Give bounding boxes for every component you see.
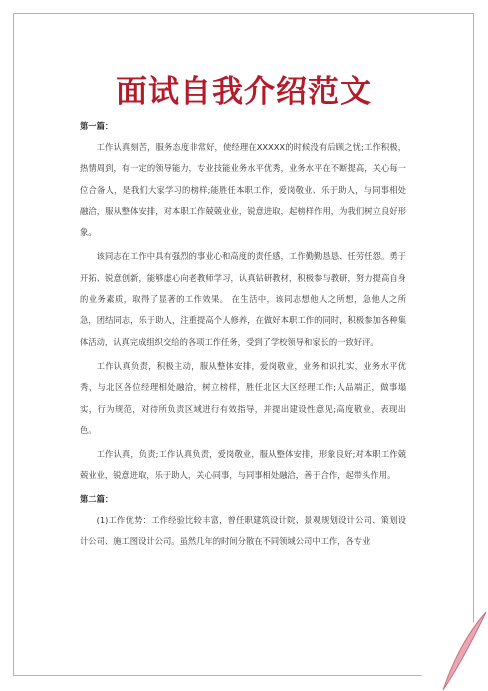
paragraph-3: 工作认真负责，积极主动，服从整体安排，爱岗敬业，业务和识扎实，业务水平优秀，与北区各位经理相处融洽，树立榜样，胜任北区大区经理工作;人品端正，做事塌实，行为规范，对待所负责区域进行有效指导，并提出建设性意见;高度敬业，表现出色。 (80, 360, 406, 435)
section-heading-1: 第一篇： (80, 121, 114, 131)
paragraph-1: 工作认真刻苦，服务态度非常好，使经理在XXXXX的时候没有后顾之忧;工作积极，热情周到，有一定的领导能力，专业技能业务水平优秀，业务水平在不断提高，关心每一位合备人，是我们大家学习的榜样;能胜任本职工作，爱岗敬业、乐于助人，与同事相处融洽，服从整体安排，对本职工作兢兢业业，锐意进取，起榜样作用，为我们树立良好形象。 (80, 142, 406, 238)
section-heading-2: 第二篇： (80, 493, 114, 504)
paragraph-5: (1)工作优势：工作经验比较丰富，曾任职建筑设计院、景观规划设计公司、策划设计公司、施工图设计公司。虽然几年的时间分散在不同领域公司中工作，各专业 (80, 514, 406, 547)
document-body (80, 117, 406, 555)
paragraph-4: 工作认真，负责;工作认真负责，爱岗敬业，服从整体安排，形象良好;对本职工作兢兢业业，锐意进取，乐于助人，关心同事，与同事相处融洽，善于合作，起带头作用。 (80, 449, 406, 481)
document-title: 面试自我介绍范文 (116, 74, 372, 110)
paragraph-2: 该同志在工作中具有强烈的事业心和高度的责任感，工作勤勤恳恳、任劳任怨。勇于开拓、锐意创新，能够虚心向老教师学习，认真钻研教材，积极参与教研，努力提高自身的业务素质，取得了显著的工作效果。 在生活中，该同志想他人之所想，急他人之所急，团结同志，乐于助人，注重提高个人修养，在做好本职工作的同时，积极参加各种集体活动，认真完成组织交给的各项工作任务，受到了学校领导和家长的一致好评。 (80, 251, 406, 347)
